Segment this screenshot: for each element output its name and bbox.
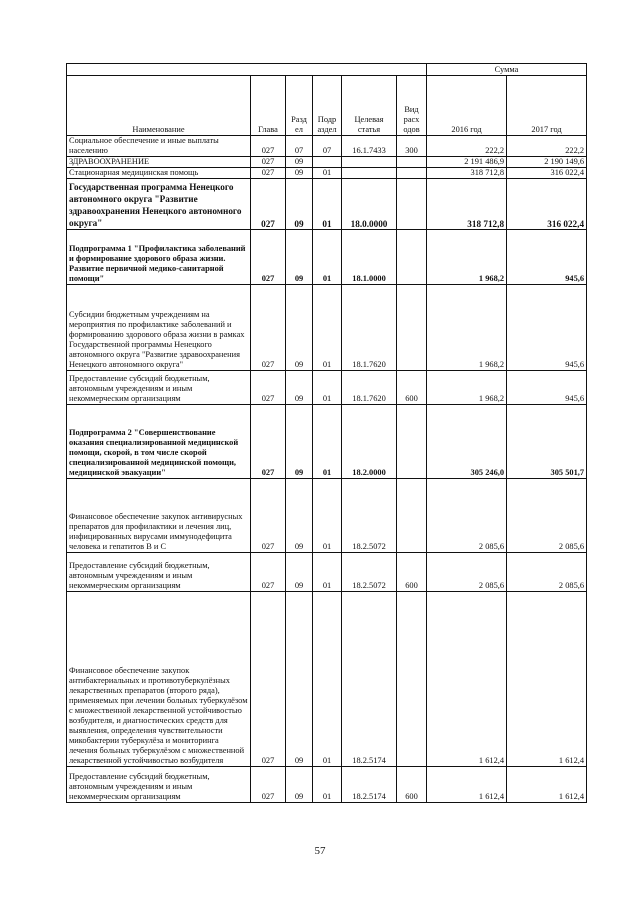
row-target bbox=[342, 168, 397, 179]
row-chapter: 027 bbox=[251, 553, 286, 592]
row-target: 18.0.0000 bbox=[342, 179, 397, 230]
header-row-sum bbox=[67, 64, 587, 76]
row-expense-type bbox=[397, 405, 427, 479]
header-chapter: Глава bbox=[251, 76, 286, 136]
row-chapter: 027 bbox=[251, 230, 286, 285]
table-row bbox=[67, 767, 587, 803]
row-2017: 2 085,6 bbox=[507, 479, 587, 553]
row-section: 09 bbox=[286, 157, 313, 168]
table-row bbox=[67, 592, 587, 767]
row-chapter: 027 bbox=[251, 371, 286, 405]
header-expense-type: Вид расх одов bbox=[397, 76, 427, 136]
table-row bbox=[67, 230, 587, 285]
row-name: Государственная программа Ненецкого автономного округа "Развитие здравоохранения Ненецкого автономного округа" bbox=[67, 179, 251, 230]
row-2017: 305 501,7 bbox=[507, 405, 587, 479]
row-expense-type bbox=[397, 230, 427, 285]
table-row bbox=[67, 136, 587, 157]
row-subsection: 01 bbox=[313, 405, 342, 479]
row-2017: 1 612,4 bbox=[507, 767, 587, 803]
row-subsection: 07 bbox=[313, 136, 342, 157]
header-target: Целевая статья bbox=[342, 76, 397, 136]
row-target: 18.1.0000 bbox=[342, 230, 397, 285]
row-name: Предоставление субсидий бюджетным, автономным учреждениям и иным некоммерческим организациям bbox=[67, 371, 251, 405]
row-subsection: 01 bbox=[313, 371, 342, 405]
budget-table bbox=[66, 63, 587, 803]
row-expense-type: 600 bbox=[397, 553, 427, 592]
row-2016: 318 712,8 bbox=[427, 179, 507, 230]
table-row bbox=[67, 285, 587, 371]
row-chapter: 027 bbox=[251, 168, 286, 179]
row-section: 09 bbox=[286, 479, 313, 553]
row-section: 09 bbox=[286, 405, 313, 479]
header-2016: 2016 год bbox=[427, 76, 507, 136]
row-chapter: 027 bbox=[251, 592, 286, 767]
row-section: 09 bbox=[286, 767, 313, 803]
row-2016: 1 968,2 bbox=[427, 371, 507, 405]
row-expense-type bbox=[397, 168, 427, 179]
row-chapter: 027 bbox=[251, 285, 286, 371]
row-target: 18.2.5072 bbox=[342, 553, 397, 592]
row-2016: 222,2 bbox=[427, 136, 507, 157]
row-expense-type bbox=[397, 157, 427, 168]
row-section: 09 bbox=[286, 168, 313, 179]
table-row bbox=[67, 371, 587, 405]
row-2016: 1 612,4 bbox=[427, 592, 507, 767]
row-2016: 1 612,4 bbox=[427, 767, 507, 803]
row-2017: 945,6 bbox=[507, 371, 587, 405]
header-section: Разд ел bbox=[286, 76, 313, 136]
row-2016: 2 085,6 bbox=[427, 553, 507, 592]
row-chapter: 027 bbox=[251, 479, 286, 553]
row-chapter: 027 bbox=[251, 767, 286, 803]
row-subsection: 01 bbox=[313, 767, 342, 803]
row-target: 18.2.5072 bbox=[342, 479, 397, 553]
row-name: Финансовое обеспечение закупок антибактериальных и противотуберкулёзных лекарственных препаратов (второго ряда), применяемых при лечении больных туберкулёзом с множественной лекарственной устойчивостью возбудителя, и диагностических средств для выявления, определения чувствительности микобактерии туберкулёза и мониторинга лечения больных туберкулёзом с множественной лекарственной устойчивостью возбудителя bbox=[67, 592, 251, 767]
table-row bbox=[67, 179, 587, 230]
row-name: Подпрограмма 2 "Совершенствование оказания специализированной медицинской помощи, скорой, в том числе скорой специализированной медицинской помощи, медицинской эвакуации" bbox=[67, 405, 251, 479]
row-subsection: 01 bbox=[313, 553, 342, 592]
row-expense-type bbox=[397, 592, 427, 767]
row-chapter: 027 bbox=[251, 157, 286, 168]
row-section: 09 bbox=[286, 179, 313, 230]
row-2017: 222,2 bbox=[507, 136, 587, 157]
row-expense-type bbox=[397, 179, 427, 230]
row-subsection: 01 bbox=[313, 179, 342, 230]
row-expense-type: 600 bbox=[397, 371, 427, 405]
row-subsection bbox=[313, 157, 342, 168]
table-row bbox=[67, 405, 587, 479]
row-name: Социальное обеспечение и иные выплаты населению bbox=[67, 136, 251, 157]
table-row bbox=[67, 479, 587, 553]
row-2017: 316 022,4 bbox=[507, 179, 587, 230]
row-target bbox=[342, 157, 397, 168]
row-2017: 316 022,4 bbox=[507, 168, 587, 179]
row-chapter: 027 bbox=[251, 405, 286, 479]
row-target: 18.1.7620 bbox=[342, 285, 397, 371]
row-section: 09 bbox=[286, 553, 313, 592]
header-2017: 2017 год bbox=[507, 76, 587, 136]
header-subsection: Подр аздел bbox=[313, 76, 342, 136]
table-row bbox=[67, 157, 587, 168]
row-chapter: 027 bbox=[251, 179, 286, 230]
row-target: 18.1.7620 bbox=[342, 371, 397, 405]
row-section: 09 bbox=[286, 285, 313, 371]
row-expense-type bbox=[397, 285, 427, 371]
row-target: 16.1.7433 bbox=[342, 136, 397, 157]
header-row bbox=[67, 76, 587, 136]
row-section: 09 bbox=[286, 592, 313, 767]
row-name: Предоставление субсидий бюджетным, автономным учреждениям и иным некоммерческим организациям bbox=[67, 553, 251, 592]
row-expense-type: 300 bbox=[397, 136, 427, 157]
row-target: 18.2.5174 bbox=[342, 767, 397, 803]
row-expense-type: 600 bbox=[397, 767, 427, 803]
header-name: Наименование bbox=[67, 76, 251, 136]
row-section: 09 bbox=[286, 371, 313, 405]
row-name: Подпрограмма 1 "Профилактика заболеваний и формирование здорового образа жизни. Развитие первичной медико-санитарной помощи" bbox=[67, 230, 251, 285]
row-target: 18.2.0000 bbox=[342, 405, 397, 479]
row-subsection: 01 bbox=[313, 285, 342, 371]
row-2016: 1 968,2 bbox=[427, 230, 507, 285]
row-name: Предоставление субсидий бюджетным, автономным учреждениям и иным некоммерческим организациям bbox=[67, 767, 251, 803]
row-2017: 945,6 bbox=[507, 230, 587, 285]
row-2017: 1 612,4 bbox=[507, 592, 587, 767]
row-name: Финансовое обеспечение закупок антивирусных препаратов для профилактики и лечения лиц, инфицированных вирусами иммунодефицита человека и гепатитов В и С bbox=[67, 479, 251, 553]
page-number: 57 bbox=[314, 845, 326, 857]
row-name: Стационарная медицинская помощь bbox=[67, 168, 251, 179]
row-subsection: 01 bbox=[313, 479, 342, 553]
row-section: 09 bbox=[286, 230, 313, 285]
row-chapter: 027 bbox=[251, 136, 286, 157]
row-subsection: 01 bbox=[313, 230, 342, 285]
header-sum-group: Сумма bbox=[427, 64, 587, 76]
row-subsection: 01 bbox=[313, 592, 342, 767]
row-section: 07 bbox=[286, 136, 313, 157]
row-2017: 2 085,6 bbox=[507, 553, 587, 592]
row-name: ЗДРАВООХРАНЕНИЕ bbox=[67, 157, 251, 168]
row-2016: 318 712,8 bbox=[427, 168, 507, 179]
header-blank bbox=[67, 64, 427, 76]
row-expense-type bbox=[397, 479, 427, 553]
row-name: Субсидии бюджетным учреждениям на мероприятия по профилактике заболеваний и формированию здорового образа жизни в рамках Государственной программы Ненецкого автономного округа "Развитие здравоохранения Ненецкого автономного округа" bbox=[67, 285, 251, 371]
row-subsection: 01 bbox=[313, 168, 342, 179]
row-2016: 2 191 486,9 bbox=[427, 157, 507, 168]
row-2016: 305 246,0 bbox=[427, 405, 507, 479]
row-target: 18.2.5174 bbox=[342, 592, 397, 767]
row-2017: 945,6 bbox=[507, 285, 587, 371]
table-row bbox=[67, 553, 587, 592]
row-2017: 2 190 149,6 bbox=[507, 157, 587, 168]
row-2016: 2 085,6 bbox=[427, 479, 507, 553]
row-2016: 1 968,2 bbox=[427, 285, 507, 371]
table-row bbox=[67, 168, 587, 179]
